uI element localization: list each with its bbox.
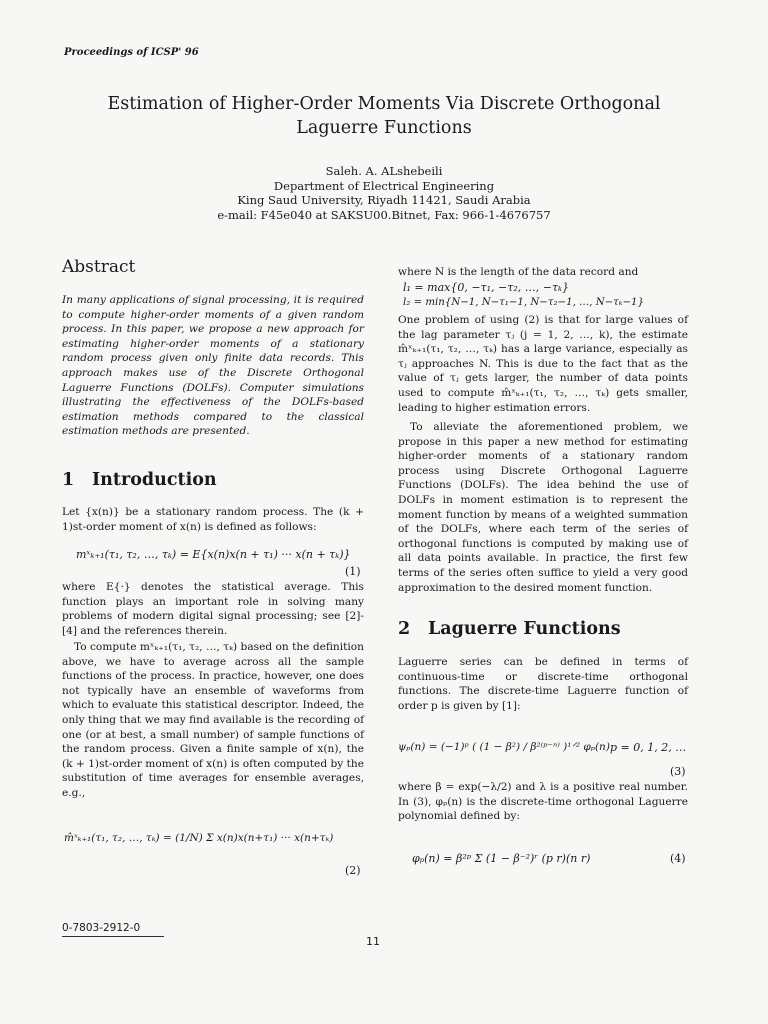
equation-2-number: (2): [345, 864, 361, 877]
intro-paragraph-1: Let {x(n)} be a stationary random process. The (k + 1)st-order moment of x(n) is defined as follows:: [62, 506, 364, 533]
equation-1-number: (1): [345, 565, 361, 578]
author-university: King Saud University, Riyadh 11421, Saudi Arabia: [237, 193, 531, 207]
equation-4: φₚ(n) = β²ᵖ Σ (1 − β⁻²)ʳ (p r)(n r): [412, 852, 591, 865]
section-2-title: Laguerre Functions: [428, 619, 621, 639]
abstract-text: In many applications of signal processing, it is required to compute higher-order moments of a given random process. In this paper, we propose a new approach for estimating higher-order moments of a stationary random process given only finite data records. This approach makes use of the Discrete Orthogonal Laguerre Functions (DOLFs). Computer simulations illustrating the effectiveness of the DOLFs-based estimation methods compared to the classical estimation methods are presented.: [62, 294, 364, 438]
author-contact: e-mail: F45e040 at SAKSU00.Bitnet, Fax: 966-1-4676757: [217, 207, 551, 222]
author-block: [60, 164, 708, 222]
title-line-1: Estimation of Higher-Order Moments Via Discrete Orthogonal: [107, 94, 661, 114]
laguerre-paragraph-2: where β = exp(−λ/2) and λ is a positive real number. In (3), φₚ(n) is the discrete-time orthogonal Laguerre polynomial defined by:: [398, 781, 688, 823]
intro-paragraph-2: where E{·} denotes the statistical average. This function plays an important role in solving many problems of modern digital signal processing; see [2]-[4] and the references therein.: [62, 581, 364, 637]
section-2-heading: [398, 619, 688, 639]
isbn-underline: [62, 936, 164, 937]
section-1-heading: [62, 470, 364, 490]
right-paragraph-1: where N is the length of the data record and: [398, 266, 639, 278]
author-name: Saleh. A. ALshebeili: [325, 164, 443, 178]
lag-l1: l₁ = max{0, −τ₁, −τ₂, …, −τₖ}: [403, 281, 570, 294]
equation-3-range: p = 0, 1, 2, …: [610, 741, 687, 754]
right-paragraph-2: One problem of using (2) is that for large values of the lag parameter τⱼ (j = 1, 2, …, k), the estimate m̂ˣₖ₊₁(τ₁, τ₂, …, τₖ) has a large variance, especially as τⱼ approaches N. This is due to the fact that as the value of τⱼ gets larger, the number of data points used to compute m̂ˣₖ₊₁(τ₁, τ₂, …, τₖ) gets smaller, leading to higher estimation errors.: [398, 314, 688, 414]
equation-3-number: (3): [670, 765, 686, 778]
page-number: 11: [366, 935, 380, 948]
section-2-number: 2: [398, 619, 411, 639]
author-department: Department of Electrical Engineering: [273, 178, 495, 193]
proceedings-header: Proceedings of ICSP' 96: [64, 47, 199, 58]
section-1-title: Introduction: [92, 470, 217, 490]
paper-title: [60, 92, 708, 140]
equation-3: ψₚ(n) = (−1)ᵖ ( (1 − β²) / β²⁽ᵖ⁻ⁿ⁾ )¹ᐟ² φₚ(n): [398, 741, 610, 753]
section-1-number: 1: [62, 470, 75, 490]
lag-l2: l₂ = min{N−1, N−τ₁−1, N−τ₂−1, …, N−τₖ−1}: [403, 297, 645, 308]
intro-paragraph-3: To compute mˣₖ₊₁(τ₁, τ₂, …, τₖ) based on the definition above, we have to average across all the sample functions of the process. In practice, however, one does not typically have an ensemble of waveforms from which to evaluate this statistical descriptor. Indeed, the only thing that we may find available is the recording of one (or at best, a small number) of sample functions of the random process. Given a finite sample of x(n), the (k + 1)st-order moment of x(n) is often computed by the substitution of time averages for ensemble averages, e.g.,: [62, 641, 364, 799]
equation-4-number: (4): [670, 852, 686, 865]
equation-1: mˣₖ₊₁(τ₁, τ₂, …, τₖ) = E{x(n)x(n + τ₁) ··· x(n + τₖ)}: [76, 548, 351, 561]
isbn-label: 0-7803-2912-0: [62, 922, 141, 934]
title-line-2: Laguerre Functions: [296, 118, 472, 138]
laguerre-paragraph-1: Laguerre series can be defined in terms of continuous-time or discrete-time orthogonal functions. The discrete-time Laguerre function of order p is given by [1]:: [398, 656, 688, 712]
equation-2: m̂ˣₖ₊₁(τ₁, τ₂, …, τₖ) = (1/N) Σ x(n)x(n+τ₁) ··· x(n+τₖ): [64, 832, 334, 844]
right-paragraph-3: To alleviate the aforementioned problem, we propose in this paper a new method for estimating higher-order moments of a stationary random process using Discrete Orthogonal Laguerre Functions (DOLFs). The idea behind the use of DOLFs in moment estimation is to represent the moment function by means of a weighted summation of the DOLFs, where each term of the series of orthogonal functions is computed by making use of all data points available. In practice, the first few terms of the series often suffice to yield a very good approximation to the desired moment function.: [398, 421, 688, 594]
abstract-heading: Abstract: [62, 257, 136, 277]
